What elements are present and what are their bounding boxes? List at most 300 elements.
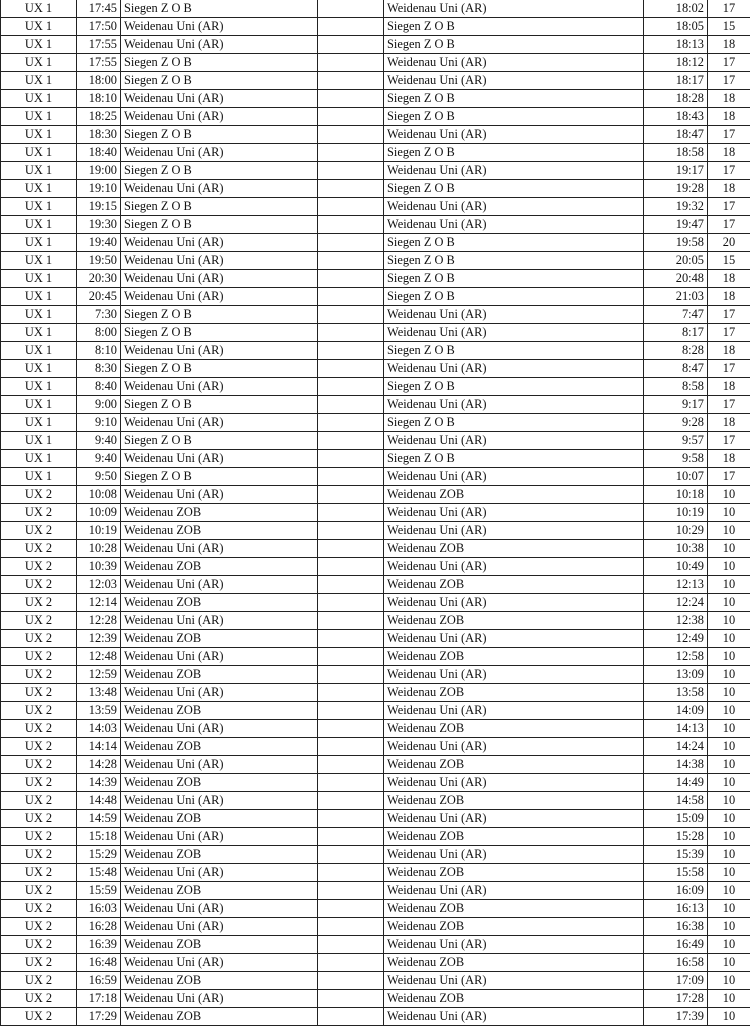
line-cell: UX 2	[1, 864, 77, 882]
origin-stop-cell: Weidenau ZOB	[121, 558, 318, 576]
destination-stop-cell: Siegen Z O B	[384, 414, 644, 432]
destination-stop-cell: Weidenau ZOB	[384, 612, 644, 630]
arrival-time-cell: 8:58	[644, 378, 708, 396]
origin-stop-cell: Weidenau Uni (AR)	[121, 450, 318, 468]
departure-time-cell: 8:10	[77, 342, 121, 360]
departure-time-cell: 18:10	[77, 90, 121, 108]
empty-cell	[318, 972, 384, 990]
arrival-time-cell: 8:17	[644, 324, 708, 342]
line-cell: UX 2	[1, 846, 77, 864]
duration-cell: 10	[708, 990, 750, 1008]
line-cell: UX 1	[1, 18, 77, 36]
line-cell: UX 2	[1, 810, 77, 828]
table-row	[1, 162, 750, 180]
destination-stop-cell: Weidenau Uni (AR)	[384, 1008, 644, 1026]
line-cell: UX 2	[1, 576, 77, 594]
empty-cell	[318, 828, 384, 846]
destination-stop-cell: Weidenau Uni (AR)	[384, 54, 644, 72]
arrival-time-cell: 12:38	[644, 612, 708, 630]
origin-stop-cell: Weidenau Uni (AR)	[121, 144, 318, 162]
line-cell: UX 1	[1, 414, 77, 432]
line-cell: UX 1	[1, 468, 77, 486]
duration-cell: 10	[708, 738, 750, 756]
departure-time-cell: 9:00	[77, 396, 121, 414]
destination-stop-cell: Weidenau Uni (AR)	[384, 504, 644, 522]
origin-stop-cell: Weidenau Uni (AR)	[121, 720, 318, 738]
duration-cell: 18	[708, 144, 750, 162]
departure-time-cell: 14:28	[77, 756, 121, 774]
line-cell: UX 1	[1, 0, 77, 18]
empty-cell	[318, 918, 384, 936]
line-cell: UX 1	[1, 342, 77, 360]
departure-time-cell: 18:00	[77, 72, 121, 90]
origin-stop-cell: Siegen Z O B	[121, 468, 318, 486]
destination-stop-cell: Weidenau ZOB	[384, 792, 644, 810]
duration-cell: 10	[708, 594, 750, 612]
line-cell: UX 1	[1, 378, 77, 396]
destination-stop-cell: Weidenau Uni (AR)	[384, 522, 644, 540]
duration-cell: 17	[708, 54, 750, 72]
duration-cell: 17	[708, 360, 750, 378]
duration-cell: 17	[708, 306, 750, 324]
empty-cell	[318, 738, 384, 756]
line-cell: UX 2	[1, 1008, 77, 1026]
line-cell: UX 2	[1, 522, 77, 540]
table-row	[1, 396, 750, 414]
destination-stop-cell: Weidenau Uni (AR)	[384, 360, 644, 378]
table-row	[1, 612, 750, 630]
duration-cell: 15	[708, 18, 750, 36]
empty-cell	[318, 522, 384, 540]
line-cell: UX 1	[1, 270, 77, 288]
empty-cell	[318, 666, 384, 684]
empty-cell	[318, 630, 384, 648]
departure-time-cell: 13:59	[77, 702, 121, 720]
departure-time-cell: 20:30	[77, 270, 121, 288]
duration-cell: 10	[708, 720, 750, 738]
destination-stop-cell: Weidenau ZOB	[384, 720, 644, 738]
empty-cell	[318, 324, 384, 342]
destination-stop-cell: Siegen Z O B	[384, 252, 644, 270]
empty-cell	[318, 576, 384, 594]
origin-stop-cell: Weidenau Uni (AR)	[121, 18, 318, 36]
arrival-time-cell: 12:58	[644, 648, 708, 666]
table-row	[1, 306, 750, 324]
table-row	[1, 486, 750, 504]
origin-stop-cell: Weidenau Uni (AR)	[121, 108, 318, 126]
arrival-time-cell: 10:07	[644, 468, 708, 486]
line-cell: UX 1	[1, 144, 77, 162]
arrival-time-cell: 8:47	[644, 360, 708, 378]
line-cell: UX 2	[1, 540, 77, 558]
line-cell: UX 1	[1, 198, 77, 216]
table-row	[1, 666, 750, 684]
line-cell: UX 2	[1, 792, 77, 810]
origin-stop-cell: Weidenau ZOB	[121, 972, 318, 990]
arrival-time-cell: 16:58	[644, 954, 708, 972]
departure-time-cell: 18:40	[77, 144, 121, 162]
departure-time-cell: 17:29	[77, 1008, 121, 1026]
origin-stop-cell: Siegen Z O B	[121, 432, 318, 450]
arrival-time-cell: 16:09	[644, 882, 708, 900]
arrival-time-cell: 19:47	[644, 216, 708, 234]
duration-cell: 15	[708, 252, 750, 270]
line-cell: UX 2	[1, 756, 77, 774]
destination-stop-cell: Weidenau ZOB	[384, 540, 644, 558]
departure-time-cell: 9:50	[77, 468, 121, 486]
line-cell: UX 2	[1, 738, 77, 756]
destination-stop-cell: Weidenau Uni (AR)	[384, 216, 644, 234]
departure-time-cell: 12:48	[77, 648, 121, 666]
line-cell: UX 2	[1, 594, 77, 612]
destination-stop-cell: Siegen Z O B	[384, 450, 644, 468]
table-row	[1, 432, 750, 450]
departure-time-cell: 12:14	[77, 594, 121, 612]
origin-stop-cell: Weidenau Uni (AR)	[121, 828, 318, 846]
origin-stop-cell: Weidenau ZOB	[121, 522, 318, 540]
empty-cell	[318, 252, 384, 270]
empty-cell	[318, 540, 384, 558]
arrival-time-cell: 19:58	[644, 234, 708, 252]
arrival-time-cell: 18:17	[644, 72, 708, 90]
table-row	[1, 0, 750, 18]
table-row	[1, 108, 750, 126]
arrival-time-cell: 16:49	[644, 936, 708, 954]
origin-stop-cell: Weidenau Uni (AR)	[121, 252, 318, 270]
arrival-time-cell: 8:28	[644, 342, 708, 360]
departure-time-cell: 18:30	[77, 126, 121, 144]
departure-time-cell: 13:48	[77, 684, 121, 702]
destination-stop-cell: Weidenau ZOB	[384, 900, 644, 918]
empty-cell	[318, 0, 384, 18]
empty-cell	[318, 936, 384, 954]
origin-stop-cell: Weidenau Uni (AR)	[121, 576, 318, 594]
arrival-time-cell: 17:39	[644, 1008, 708, 1026]
arrival-time-cell: 15:39	[644, 846, 708, 864]
destination-stop-cell: Weidenau Uni (AR)	[384, 738, 644, 756]
origin-stop-cell: Weidenau Uni (AR)	[121, 684, 318, 702]
arrival-time-cell: 9:57	[644, 432, 708, 450]
destination-stop-cell: Weidenau Uni (AR)	[384, 882, 644, 900]
destination-stop-cell: Weidenau ZOB	[384, 990, 644, 1008]
departure-time-cell: 14:59	[77, 810, 121, 828]
empty-cell	[318, 900, 384, 918]
duration-cell: 10	[708, 954, 750, 972]
arrival-time-cell: 20:48	[644, 270, 708, 288]
empty-cell	[318, 558, 384, 576]
destination-stop-cell: Weidenau Uni (AR)	[384, 594, 644, 612]
origin-stop-cell: Weidenau Uni (AR)	[121, 756, 318, 774]
duration-cell: 18	[708, 378, 750, 396]
arrival-time-cell: 19:28	[644, 180, 708, 198]
arrival-time-cell: 10:38	[644, 540, 708, 558]
duration-cell: 10	[708, 810, 750, 828]
destination-stop-cell: Siegen Z O B	[384, 180, 644, 198]
table-row	[1, 216, 750, 234]
origin-stop-cell: Weidenau ZOB	[121, 594, 318, 612]
origin-stop-cell: Weidenau ZOB	[121, 1008, 318, 1026]
empty-cell	[318, 36, 384, 54]
duration-cell: 10	[708, 486, 750, 504]
arrival-time-cell: 14:38	[644, 756, 708, 774]
table-row	[1, 252, 750, 270]
table-row	[1, 828, 750, 846]
departure-time-cell: 18:25	[77, 108, 121, 126]
empty-cell	[318, 18, 384, 36]
origin-stop-cell: Weidenau Uni (AR)	[121, 792, 318, 810]
departure-time-cell: 17:18	[77, 990, 121, 1008]
origin-stop-cell: Weidenau Uni (AR)	[121, 90, 318, 108]
line-cell: UX 1	[1, 90, 77, 108]
duration-cell: 10	[708, 774, 750, 792]
empty-cell	[318, 198, 384, 216]
arrival-time-cell: 15:28	[644, 828, 708, 846]
empty-cell	[318, 702, 384, 720]
empty-cell	[318, 504, 384, 522]
origin-stop-cell: Weidenau ZOB	[121, 846, 318, 864]
destination-stop-cell: Weidenau ZOB	[384, 756, 644, 774]
destination-stop-cell: Weidenau ZOB	[384, 648, 644, 666]
duration-cell: 17	[708, 216, 750, 234]
destination-stop-cell: Weidenau Uni (AR)	[384, 162, 644, 180]
departure-time-cell: 9:40	[77, 450, 121, 468]
table-row	[1, 234, 750, 252]
line-cell: UX 2	[1, 702, 77, 720]
duration-cell: 10	[708, 576, 750, 594]
arrival-time-cell: 18:05	[644, 18, 708, 36]
departure-time-cell: 12:39	[77, 630, 121, 648]
table-row	[1, 270, 750, 288]
arrival-time-cell: 12:13	[644, 576, 708, 594]
departure-time-cell: 14:03	[77, 720, 121, 738]
arrival-time-cell: 13:58	[644, 684, 708, 702]
destination-stop-cell: Weidenau Uni (AR)	[384, 630, 644, 648]
duration-cell: 10	[708, 540, 750, 558]
destination-stop-cell: Weidenau ZOB	[384, 828, 644, 846]
arrival-time-cell: 18:28	[644, 90, 708, 108]
departure-time-cell: 15:18	[77, 828, 121, 846]
table-row	[1, 360, 750, 378]
destination-stop-cell: Siegen Z O B	[384, 342, 644, 360]
table-row	[1, 126, 750, 144]
table-row	[1, 90, 750, 108]
table-row	[1, 540, 750, 558]
empty-cell	[318, 954, 384, 972]
table-row	[1, 180, 750, 198]
origin-stop-cell: Weidenau Uni (AR)	[121, 234, 318, 252]
table-row	[1, 864, 750, 882]
table-row	[1, 630, 750, 648]
table-row	[1, 522, 750, 540]
arrival-time-cell: 10:49	[644, 558, 708, 576]
duration-cell: 10	[708, 828, 750, 846]
arrival-time-cell: 15:58	[644, 864, 708, 882]
departure-time-cell: 17:55	[77, 54, 121, 72]
origin-stop-cell: Siegen Z O B	[121, 360, 318, 378]
origin-stop-cell: Siegen Z O B	[121, 396, 318, 414]
departure-time-cell: 19:00	[77, 162, 121, 180]
destination-stop-cell: Weidenau Uni (AR)	[384, 0, 644, 18]
departure-time-cell: 16:39	[77, 936, 121, 954]
duration-cell: 10	[708, 882, 750, 900]
departure-time-cell: 17:55	[77, 36, 121, 54]
destination-stop-cell: Siegen Z O B	[384, 378, 644, 396]
arrival-time-cell: 18:13	[644, 36, 708, 54]
destination-stop-cell: Siegen Z O B	[384, 234, 644, 252]
departure-time-cell: 7:30	[77, 306, 121, 324]
origin-stop-cell: Weidenau Uni (AR)	[121, 378, 318, 396]
origin-stop-cell: Weidenau ZOB	[121, 738, 318, 756]
empty-cell	[318, 792, 384, 810]
duration-cell: 10	[708, 756, 750, 774]
line-cell: UX 2	[1, 684, 77, 702]
empty-cell	[318, 162, 384, 180]
table-row	[1, 324, 750, 342]
empty-cell	[318, 342, 384, 360]
table-row	[1, 792, 750, 810]
empty-cell	[318, 126, 384, 144]
arrival-time-cell: 9:58	[644, 450, 708, 468]
arrival-time-cell: 10:18	[644, 486, 708, 504]
line-cell: UX 1	[1, 252, 77, 270]
table-row	[1, 36, 750, 54]
destination-stop-cell: Siegen Z O B	[384, 270, 644, 288]
origin-stop-cell: Weidenau Uni (AR)	[121, 954, 318, 972]
timetable-body	[1, 0, 750, 1026]
origin-stop-cell: Siegen Z O B	[121, 54, 318, 72]
origin-stop-cell: Weidenau Uni (AR)	[121, 648, 318, 666]
origin-stop-cell: Weidenau Uni (AR)	[121, 612, 318, 630]
duration-cell: 10	[708, 972, 750, 990]
origin-stop-cell: Siegen Z O B	[121, 198, 318, 216]
destination-stop-cell: Weidenau Uni (AR)	[384, 558, 644, 576]
empty-cell	[318, 72, 384, 90]
empty-cell	[318, 144, 384, 162]
empty-cell	[318, 810, 384, 828]
departure-time-cell: 10:28	[77, 540, 121, 558]
departure-time-cell: 8:30	[77, 360, 121, 378]
line-cell: UX 2	[1, 900, 77, 918]
origin-stop-cell: Weidenau Uni (AR)	[121, 486, 318, 504]
duration-cell: 17	[708, 198, 750, 216]
line-cell: UX 2	[1, 774, 77, 792]
duration-cell: 10	[708, 522, 750, 540]
empty-cell	[318, 378, 384, 396]
destination-stop-cell: Weidenau Uni (AR)	[384, 72, 644, 90]
table-row	[1, 54, 750, 72]
arrival-time-cell: 12:49	[644, 630, 708, 648]
table-row	[1, 144, 750, 162]
line-cell: UX 2	[1, 990, 77, 1008]
duration-cell: 18	[708, 288, 750, 306]
empty-cell	[318, 306, 384, 324]
destination-stop-cell: Weidenau Uni (AR)	[384, 810, 644, 828]
line-cell: UX 2	[1, 882, 77, 900]
duration-cell: 10	[708, 900, 750, 918]
arrival-time-cell: 10:29	[644, 522, 708, 540]
origin-stop-cell: Weidenau Uni (AR)	[121, 36, 318, 54]
arrival-time-cell: 17:28	[644, 990, 708, 1008]
origin-stop-cell: Weidenau ZOB	[121, 810, 318, 828]
departure-time-cell: 10:39	[77, 558, 121, 576]
duration-cell: 17	[708, 126, 750, 144]
arrival-time-cell: 20:05	[644, 252, 708, 270]
table-row	[1, 882, 750, 900]
origin-stop-cell: Siegen Z O B	[121, 0, 318, 18]
origin-stop-cell: Weidenau Uni (AR)	[121, 864, 318, 882]
table-row	[1, 288, 750, 306]
line-cell: UX 2	[1, 666, 77, 684]
table-row	[1, 558, 750, 576]
empty-cell	[318, 90, 384, 108]
departure-time-cell: 12:28	[77, 612, 121, 630]
departure-time-cell: 9:10	[77, 414, 121, 432]
duration-cell: 10	[708, 936, 750, 954]
table-row	[1, 846, 750, 864]
arrival-time-cell: 9:28	[644, 414, 708, 432]
destination-stop-cell: Siegen Z O B	[384, 18, 644, 36]
origin-stop-cell: Weidenau Uni (AR)	[121, 540, 318, 558]
empty-cell	[318, 288, 384, 306]
line-cell: UX 2	[1, 918, 77, 936]
departure-time-cell: 19:50	[77, 252, 121, 270]
duration-cell: 10	[708, 648, 750, 666]
arrival-time-cell: 18:12	[644, 54, 708, 72]
empty-cell	[318, 216, 384, 234]
departure-time-cell: 14:14	[77, 738, 121, 756]
arrival-time-cell: 14:09	[644, 702, 708, 720]
line-cell: UX 2	[1, 630, 77, 648]
empty-cell	[318, 720, 384, 738]
arrival-time-cell: 13:09	[644, 666, 708, 684]
destination-stop-cell: Siegen Z O B	[384, 108, 644, 126]
duration-cell: 17	[708, 162, 750, 180]
line-cell: UX 2	[1, 828, 77, 846]
departure-time-cell: 16:59	[77, 972, 121, 990]
departure-time-cell: 10:19	[77, 522, 121, 540]
arrival-time-cell: 14:13	[644, 720, 708, 738]
duration-cell: 17	[708, 432, 750, 450]
line-cell: UX 1	[1, 162, 77, 180]
origin-stop-cell: Weidenau Uni (AR)	[121, 288, 318, 306]
destination-stop-cell: Weidenau ZOB	[384, 864, 644, 882]
duration-cell: 18	[708, 180, 750, 198]
departure-time-cell: 8:40	[77, 378, 121, 396]
origin-stop-cell: Siegen Z O B	[121, 162, 318, 180]
table-row	[1, 504, 750, 522]
destination-stop-cell: Weidenau ZOB	[384, 486, 644, 504]
departure-time-cell: 12:59	[77, 666, 121, 684]
arrival-time-cell: 18:02	[644, 0, 708, 18]
line-cell: UX 2	[1, 612, 77, 630]
arrival-time-cell: 19:17	[644, 162, 708, 180]
table-row	[1, 972, 750, 990]
duration-cell: 10	[708, 918, 750, 936]
departure-time-cell: 10:08	[77, 486, 121, 504]
arrival-time-cell: 18:47	[644, 126, 708, 144]
table-row	[1, 900, 750, 918]
table-row	[1, 990, 750, 1008]
line-cell: UX 1	[1, 180, 77, 198]
line-cell: UX 2	[1, 936, 77, 954]
duration-cell: 18	[708, 90, 750, 108]
empty-cell	[318, 396, 384, 414]
table-row	[1, 684, 750, 702]
table-row	[1, 918, 750, 936]
table-row	[1, 378, 750, 396]
line-cell: UX 2	[1, 504, 77, 522]
duration-cell: 18	[708, 414, 750, 432]
